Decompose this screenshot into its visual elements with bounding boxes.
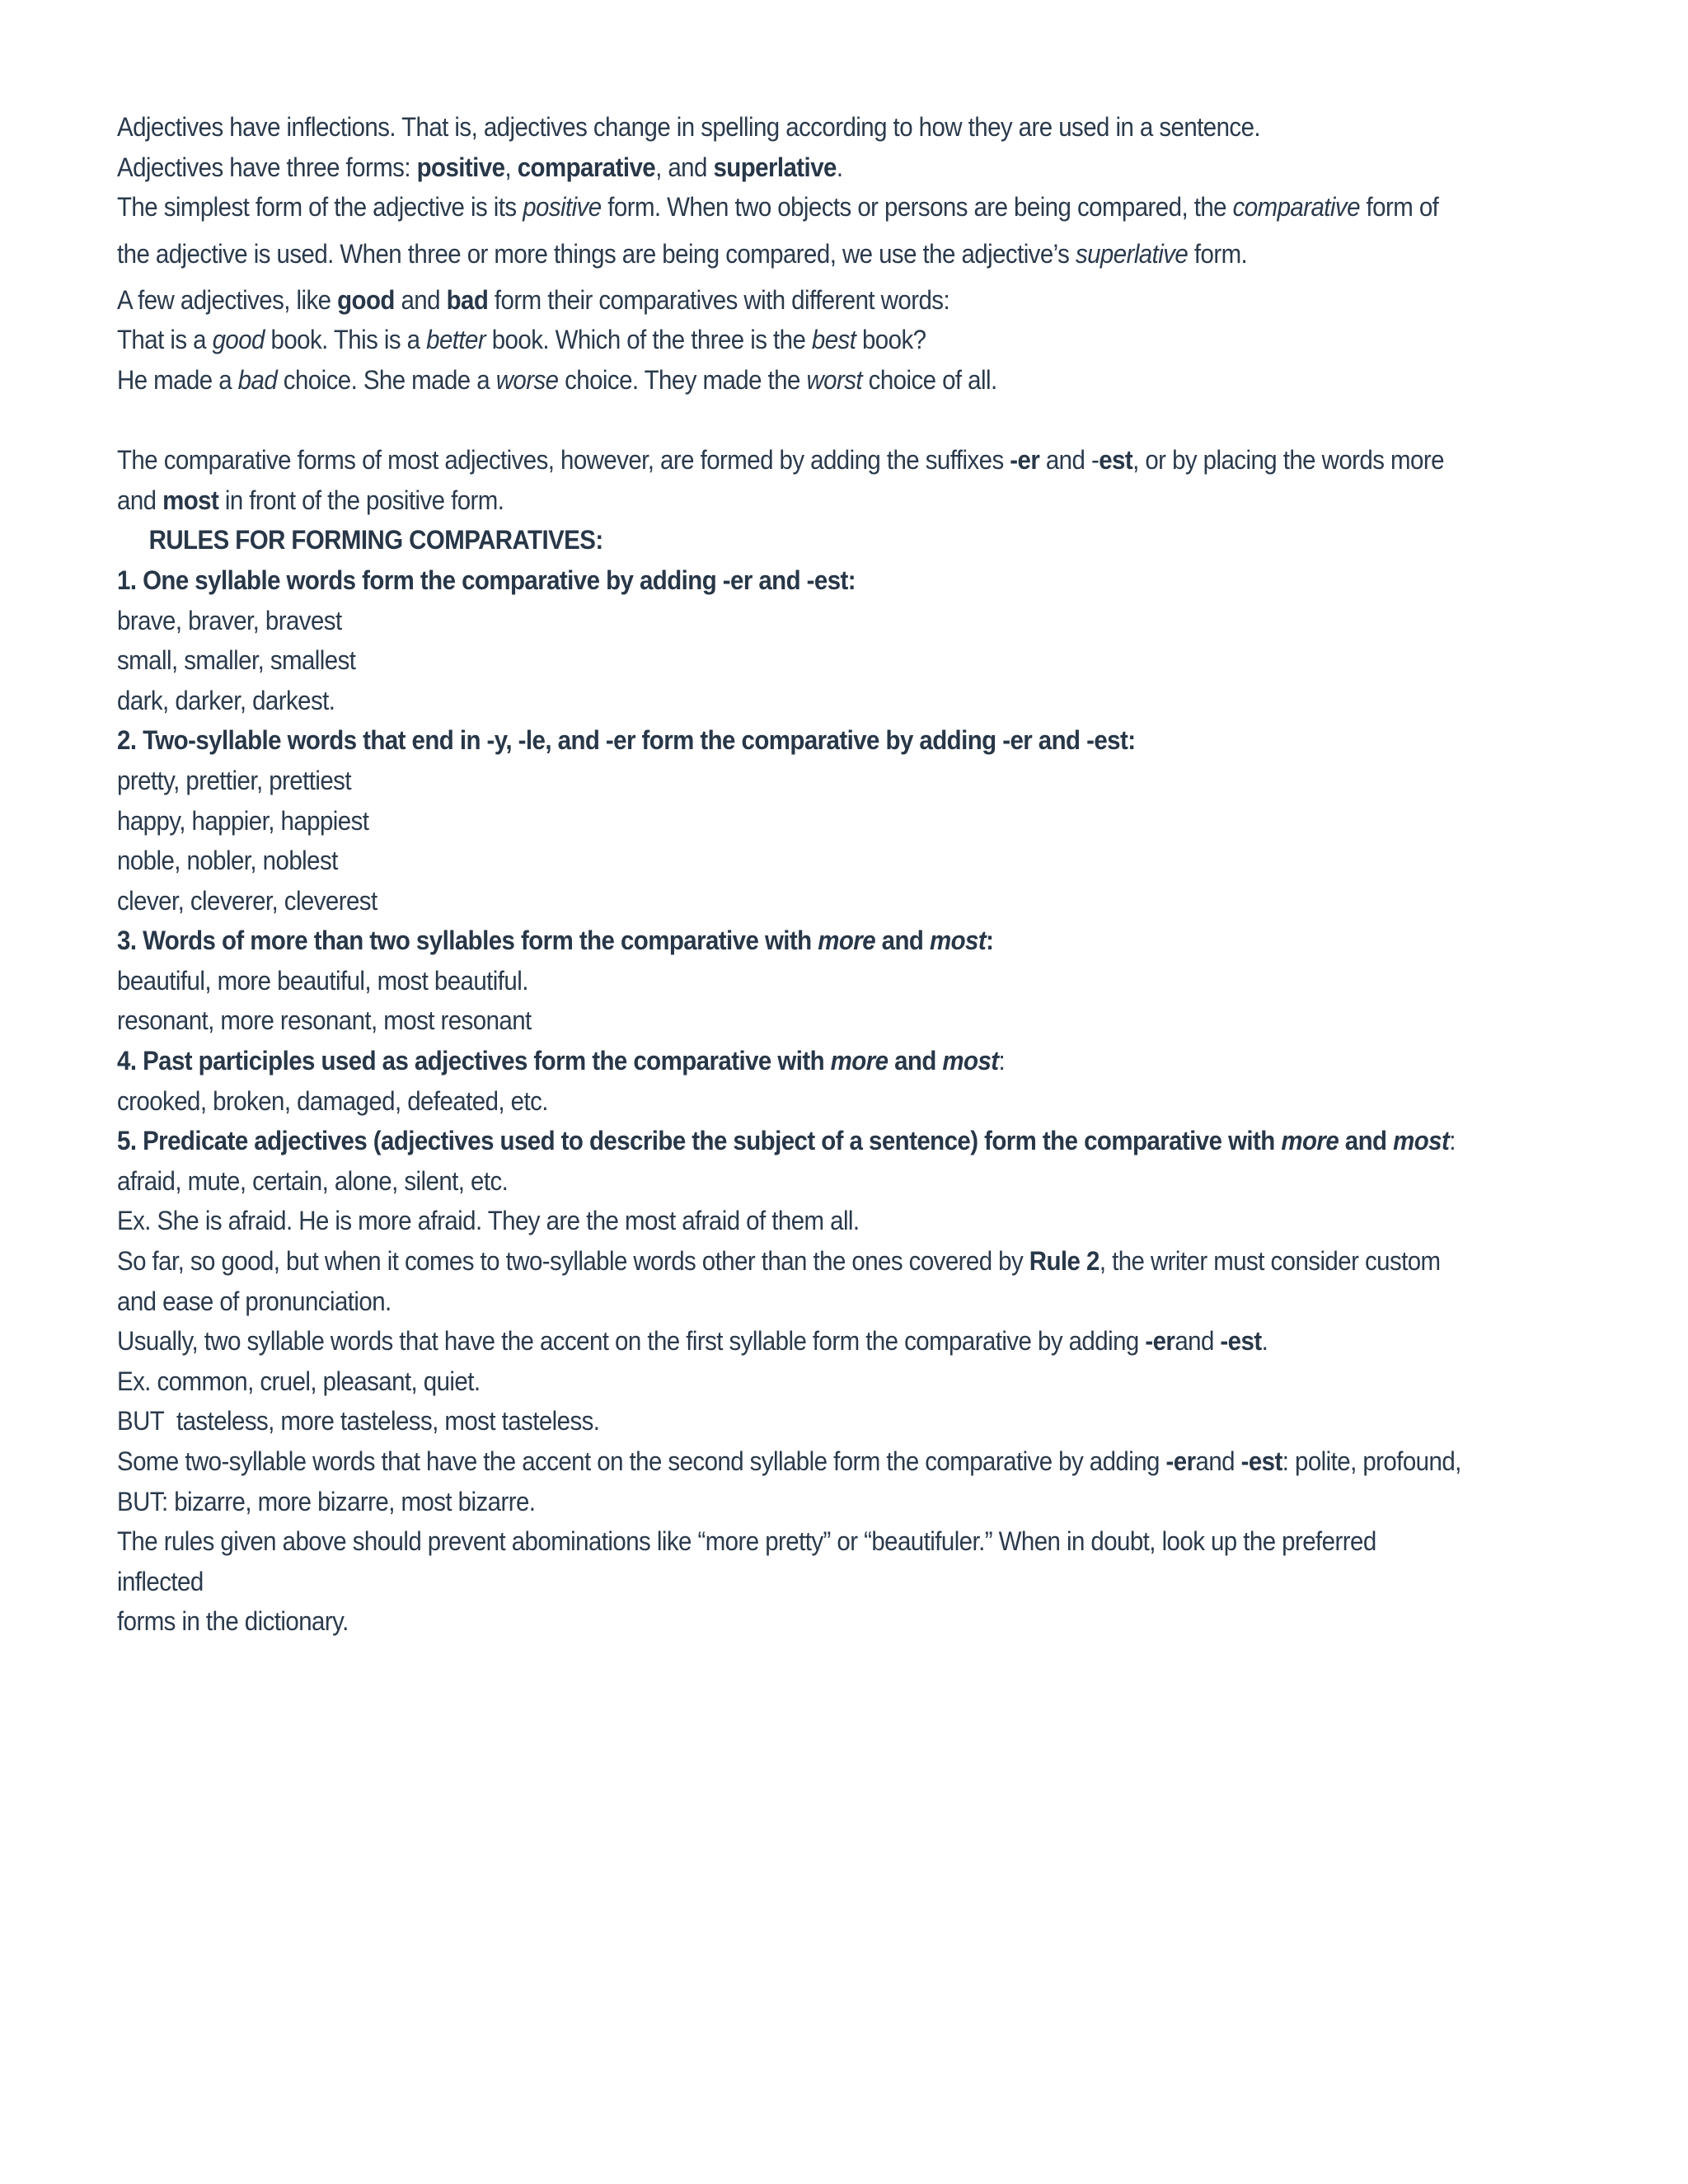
text-run: and <box>1195 1446 1241 1476</box>
text-run: Usually, two syllable words that have the accent on the first syllable form the comparative by adding <box>117 1326 1146 1357</box>
text-run: : <box>998 1046 1006 1076</box>
text-run: and <box>888 1046 943 1076</box>
closing-line-8: The rules given above should prevent abominations like “more pretty” or “beautifuler.” When in doubt, look up the preferred inflected <box>117 1526 1376 1596</box>
text-run: 4. Past participles used as adjectives form the comparative with <box>117 1046 831 1076</box>
suffix-est: est <box>1099 445 1133 476</box>
text-run: That is a <box>117 325 213 355</box>
text-run: 3. Words of more than two syllables form the comparative with <box>117 926 818 956</box>
term-positive-italic: positive <box>523 192 602 223</box>
text-run: , and <box>655 152 714 182</box>
text-run: and <box>1175 1326 1221 1357</box>
irregular-line-2 <box>117 320 1467 360</box>
rule-3-heading <box>117 921 1467 961</box>
suffixes-line-1 <box>117 440 1467 480</box>
rules-heading-text: RULES FOR FORMING COMPARATIVES: <box>148 525 603 555</box>
text-run: book. This is a <box>264 325 427 355</box>
text-run: : <box>1449 1126 1456 1156</box>
term-bad: bad <box>446 284 489 315</box>
rule-2-example: happy, happier, happiest <box>117 805 369 836</box>
example-best: best <box>811 325 856 355</box>
suffix-er: -er <box>1165 1446 1196 1476</box>
text-run: book? <box>856 325 926 355</box>
text-run: choice. She made a <box>277 364 496 395</box>
paragraph-spacer <box>117 401 1467 441</box>
text-run: A few adjectives, like <box>117 284 338 315</box>
rule-3-example: resonant, more resonant, most resonant <box>117 1005 532 1036</box>
irregular-line-1 <box>117 280 1467 321</box>
text-run: Adjectives have inflections. That is, adjectives change in spelling according to how they are used in a sentence. <box>117 112 1261 142</box>
rule-1-example: small, smaller, smallest <box>117 645 356 676</box>
text-run: and - <box>1039 445 1100 476</box>
closing-line-5: BUT tasteless, more tasteless, most tasteless. <box>117 1406 600 1436</box>
text-run: So far, so good, but when it comes to two-syllable words other than the ones covered by <box>117 1246 1029 1277</box>
text-run: the adjective is used. When three or more things are being compared, we use the adjective’s <box>117 238 1076 269</box>
rule-5-heading <box>117 1121 1467 1161</box>
text-run: choice of all. <box>862 364 997 395</box>
suffix-er: -er <box>1010 445 1040 476</box>
text-run: form. <box>1188 238 1248 269</box>
term-positive: positive <box>416 152 505 182</box>
term-superlative: superlative <box>713 152 837 182</box>
text-run: form their comparatives with different words: <box>488 284 950 315</box>
term-more: more <box>830 1046 889 1076</box>
text-run: The comparative forms of most adjectives, however, are formed by adding the suffixes <box>117 445 1010 476</box>
rule-2-example: clever, cleverer, cleverest <box>117 885 377 916</box>
text-run: and <box>875 926 930 956</box>
text-run: . <box>836 152 843 182</box>
closing-line-1 <box>117 1241 1467 1282</box>
rules-heading <box>117 520 1467 560</box>
example-better: better <box>426 325 486 355</box>
rule-heading-text <box>117 1046 999 1076</box>
text-run: : polite, profound, <box>1282 1446 1461 1476</box>
suffix-est: -est <box>1220 1326 1262 1357</box>
irregular-line-3 <box>117 360 1467 401</box>
rule-heading-text: 2. Two-syllable words that end in -y, -le, and -er form the comparative by adding -er and -est: <box>117 725 1136 756</box>
text-run: , <box>504 152 518 182</box>
text-run: form of <box>1359 192 1439 223</box>
text-run: Adjectives have three forms: <box>117 152 417 182</box>
rule-2-example: noble, nobler, noblest <box>117 846 338 876</box>
term-more: more <box>1281 1126 1339 1156</box>
rule-1-example: brave, braver, bravest <box>117 605 342 635</box>
text-run: and <box>394 284 447 315</box>
text-run: and <box>117 485 163 515</box>
suffixes-line-2 <box>117 480 1467 521</box>
term-more: more <box>818 926 876 956</box>
closing-line-6 <box>117 1441 1467 1482</box>
closing-line-3 <box>117 1321 1467 1361</box>
text-run: book. Which of the three is the <box>485 325 812 355</box>
text-run: choice. They made the <box>558 364 807 395</box>
closing-line-9: forms in the dictionary. <box>117 1606 349 1637</box>
closing-line-7: BUT: bizarre, more bizarre, most bizarre. <box>117 1486 536 1516</box>
term-comparative-italic: comparative <box>1232 192 1360 223</box>
text-run: , or by placing the words more <box>1132 445 1444 476</box>
text-run: He made a <box>117 364 238 395</box>
closing-line-2: and ease of pronunciation. <box>117 1286 392 1316</box>
rule-3-example: beautiful, more beautiful, most beautiful. <box>117 965 528 996</box>
text-run: , the writer must consider custom <box>1099 1246 1441 1277</box>
term-most: most <box>929 926 987 956</box>
closing-line-4: Ex. common, cruel, pleasant, quiet. <box>117 1366 481 1396</box>
term-comparative: comparative <box>517 152 656 182</box>
text-run: form. When two objects or persons are being compared, the <box>601 192 1233 223</box>
term-most: most <box>162 485 219 515</box>
intro-line-1 <box>117 107 1467 148</box>
text-run: . <box>1261 1326 1268 1357</box>
rule-4-heading <box>117 1041 1467 1081</box>
document-body <box>117 107 1467 1642</box>
text-run: Some two-syllable words that have the accent on the second syllable form the comparative by adding <box>117 1446 1166 1476</box>
rule-2-example: pretty, prettier, prettiest <box>117 765 351 795</box>
text-run: 5. Predicate adjectives (adjectives used to describe the subject of a sentence) form the comparative with <box>117 1126 1282 1156</box>
suffix-est: -est <box>1240 1446 1282 1476</box>
text-run: The simplest form of the adjective is its <box>117 192 523 223</box>
intro-line-2 <box>117 148 1467 188</box>
rule-heading-text: 1. One syllable words form the comparative by adding -er and -est: <box>117 565 856 595</box>
text-run: : <box>986 926 994 956</box>
rule-2-heading <box>117 720 1467 761</box>
example-bad: bad <box>237 364 278 395</box>
example-good: good <box>212 325 265 355</box>
intro-line-4 <box>117 227 1467 280</box>
term-most: most <box>942 1046 999 1076</box>
rule-5-example: afraid, mute, certain, alone, silent, etc. <box>117 1165 509 1196</box>
rule-5-example: Ex. She is afraid. He is more afraid. They are the most afraid of them all. <box>117 1206 860 1236</box>
text-run: and <box>1339 1126 1394 1156</box>
rule-heading-text <box>117 926 993 955</box>
intro-line-3 <box>117 187 1467 227</box>
example-worst: worst <box>806 364 863 395</box>
rule-1-example: dark, darker, darkest. <box>117 685 335 715</box>
term-most: most <box>1393 1126 1450 1156</box>
rule-heading-text <box>117 1126 1449 1155</box>
rule-4-example: crooked, broken, damaged, defeated, etc. <box>117 1085 548 1116</box>
rule-1-heading <box>117 560 1467 601</box>
term-good: good <box>337 284 395 315</box>
text-run: in front of the positive form. <box>218 485 504 515</box>
example-worse: worse <box>495 364 559 395</box>
term-superlative-italic: superlative <box>1075 238 1189 269</box>
rule-2-reference: Rule 2 <box>1029 1246 1100 1277</box>
suffix-er: -er <box>1145 1326 1175 1357</box>
